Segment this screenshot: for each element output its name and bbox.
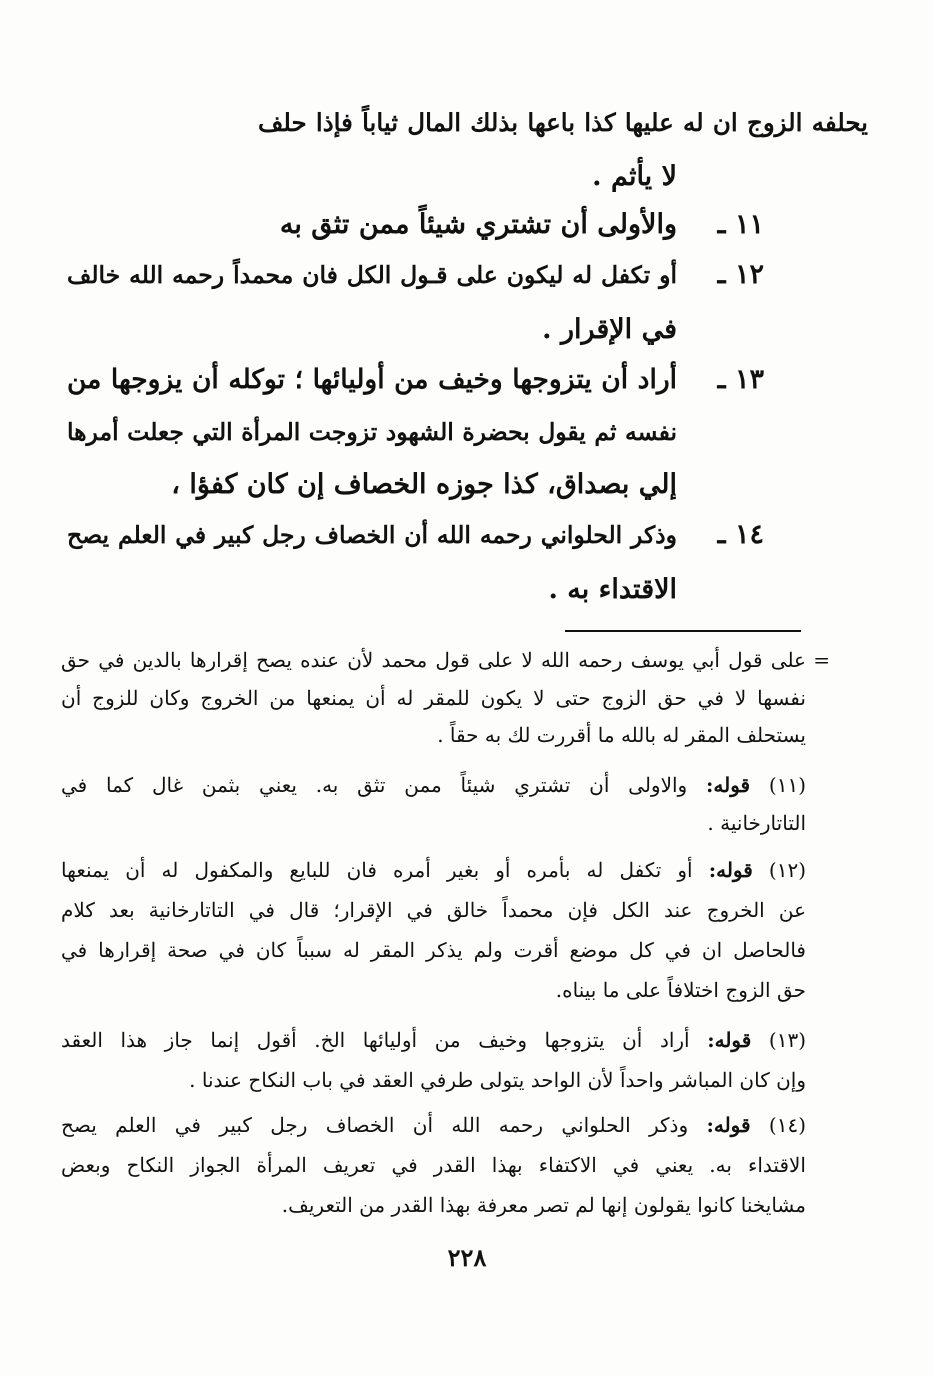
footnote-line: حق الزوج اختلافاً على ما بيناه.	[555, 978, 806, 1002]
footnote-line: مشايخنا كانوا يقولون إنها لم تصر معرفة بهذا القدر من التعريف.	[281, 1193, 806, 1217]
main-intro-line: لا يأثم .	[592, 161, 677, 192]
footnote-text: والاولى أن تشتري شيئاً ممن تثق به. يعني بثمن غال كما في	[61, 773, 688, 797]
footnote-text: أراد أن يتزوجها وخيف من أوليائها الخ. أقول إنما جاز هذا العقد	[61, 1028, 690, 1052]
main-item-line: إلي بصداق، كذا جوزه الخصاف إن كان كفؤا ،	[171, 469, 677, 500]
footnote-keyword: قوله:	[707, 1028, 752, 1052]
main-item-line: الاقتداء به .	[548, 574, 677, 605]
footnote-line: على قول أبي يوسف رحمه الله لا على قول محمد لأن عنده يصح إقرارها بالدين في حق	[61, 648, 806, 672]
footnote-number: (١٤)	[768, 1113, 807, 1137]
main-item-line: في الإقرار .	[542, 314, 677, 345]
footnote-line: فالحاصل ان في كل موضع أقرت ولم يذكر المقر له سبباً كان في صحة إقرارها في	[61, 938, 806, 962]
footnote-line	[61, 770, 806, 800]
footnote-line: عن الخروج عند الكل فإن محمداً خالق في الإقرار؛ قال في التاتارخانية بعد كلام	[61, 898, 807, 922]
footnote-line: يستحلف المقر له بالله ما أقررت لك به حقاً .	[437, 723, 806, 747]
footnote-line: نفسها لا في حق الزوج حتى لا يكون للمقر له أن يمنعها من الخروج وكان للزوج أن	[61, 686, 806, 710]
main-item-line: أراد أن يتزوجها وخيف من أوليائها ؛ توكله أن يزوجها من	[67, 364, 677, 395]
main-item-line: والأولى أن تشتري شيئاً ممن تثق به	[279, 209, 677, 240]
footnote-line: الاقتداء به. يعني في الاكتفاء بهذا القدر في تعريف المرأة الجواز النكاح وبعض	[61, 1153, 806, 1177]
item-number: ١١ ـ	[717, 209, 764, 240]
item-number: ١٤ ـ	[717, 519, 764, 550]
main-intro-line: يحلفه الزوج ان له عليها كذا باعها بذلك المال ثياباً فإذا حلف	[258, 108, 868, 137]
footnote-number: (١٢)	[768, 858, 807, 882]
footnote-keyword: قوله:	[708, 858, 753, 882]
footnote-text: أو تكفل له بأمره أو بغير أمره فان للبايع والمكفول له أن يمنعها	[61, 858, 693, 882]
footnote-line: وإن كان المباشر واحداً لأن الواحد يتولى طرفي العقد في باب النكاح عندنا .	[189, 1068, 806, 1092]
footnote-line	[61, 855, 806, 885]
main-item-line: أو تكفل له ليكون على قـول الكل فان محمداً رحمه الله خالف	[67, 261, 677, 289]
footnote-separator	[565, 630, 801, 632]
footnote-number: (١١)	[768, 773, 807, 797]
main-item-line: وذكر الحلواني رحمه الله أن الخصاف رجل كبير في العلم يصح	[67, 521, 677, 549]
footnote-keyword: قوله:	[706, 1113, 751, 1137]
item-number: ١٢ ـ	[717, 259, 764, 290]
footnote-keyword: قوله:	[706, 773, 751, 797]
footnote-line	[61, 1025, 806, 1055]
page-number: ٢٢٨	[447, 1243, 487, 1272]
continuation-marker: =	[813, 648, 830, 672]
footnote-line	[61, 1110, 806, 1140]
footnote-number: (١٣)	[768, 1028, 807, 1052]
footnote-line: التاتارخانية .	[707, 811, 806, 835]
item-number: ١٣ ـ	[717, 364, 764, 395]
footnote-text: وذكر الحلواني رحمه الله أن الخصاف رجل كبير في العلم يصح	[61, 1113, 689, 1137]
main-item-line: نفسه ثم يقول بحضرة الشهود تزوجت المرأة التي جعلت أمرها	[67, 418, 677, 446]
